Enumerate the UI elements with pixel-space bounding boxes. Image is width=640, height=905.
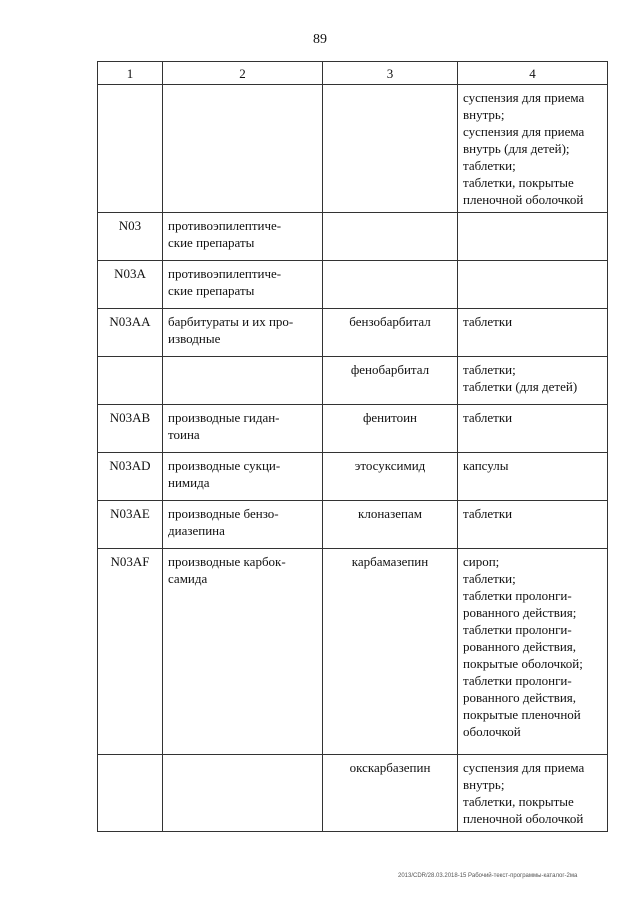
table-row — [98, 85, 608, 213]
column-header-3: 3 — [323, 62, 458, 85]
cell-inn: клоназепам — [323, 501, 458, 549]
cell-inn — [323, 85, 458, 213]
cell-inn: фенобарбитал — [323, 357, 458, 405]
cell-forms: суспензия для приема внутрь; суспензия для приема внутрь (для детей); таблетки; таблетки, покрытые пленочной оболочкой — [458, 85, 608, 213]
cell-forms: таблетки; таблетки (для детей) — [458, 357, 608, 405]
table-row — [98, 405, 608, 453]
cell-inn: этосуксимид — [323, 453, 458, 501]
cell-code — [98, 755, 163, 832]
footer-text: 2013/CDR/28.03.2018-15 Рабочий-текст-программы-каталог-2ма — [398, 873, 578, 879]
column-header-1: 1 — [98, 62, 163, 85]
cell-forms: суспензия для приема внутрь; таблетки, покрытые пленочной оболочкой — [458, 755, 608, 832]
cell-forms: капсулы — [458, 453, 608, 501]
table-row — [98, 213, 608, 261]
cell-group: производные бензо- диазепина — [163, 501, 323, 549]
table-header-row — [98, 62, 608, 85]
table-row — [98, 755, 608, 832]
cell-code — [98, 85, 163, 213]
cell-code: N03 — [98, 213, 163, 261]
cell-group: производные гидан- тоина — [163, 405, 323, 453]
cell-inn: карбамазепин — [323, 549, 458, 755]
cell-inn: окскарбазепин — [323, 755, 458, 832]
cell-code — [98, 357, 163, 405]
cell-code: N03AB — [98, 405, 163, 453]
cell-group — [163, 357, 323, 405]
cell-forms: таблетки — [458, 405, 608, 453]
column-header-2: 2 — [163, 62, 323, 85]
cell-code: N03AD — [98, 453, 163, 501]
cell-group — [163, 755, 323, 832]
cell-group: барбитураты и их про- изводные — [163, 309, 323, 357]
table-row — [98, 453, 608, 501]
cell-code: N03AA — [98, 309, 163, 357]
table-body — [98, 85, 608, 832]
table-row — [98, 501, 608, 549]
column-header-4: 4 — [458, 62, 608, 85]
cell-forms: таблетки — [458, 501, 608, 549]
cell-inn — [323, 261, 458, 309]
table-row — [98, 357, 608, 405]
cell-forms — [458, 213, 608, 261]
cell-forms: сироп; таблетки; таблетки пролонги- рованного действия; таблетки пролонги- рованного действия, покрытые оболочкой; таблетки пролонги- рованного действия, покрытые пленочной оболочкой — [458, 549, 608, 755]
cell-group: производные сукци- нимида — [163, 453, 323, 501]
cell-inn: фенитоин — [323, 405, 458, 453]
page-number: 89 — [313, 32, 327, 47]
cell-group: противоэпилептиче- ские препараты — [163, 213, 323, 261]
cell-forms: таблетки — [458, 309, 608, 357]
cell-inn — [323, 213, 458, 261]
table-row — [98, 309, 608, 357]
cell-code: N03AE — [98, 501, 163, 549]
cell-group — [163, 85, 323, 213]
cell-forms — [458, 261, 608, 309]
cell-inn: бензобарбитал — [323, 309, 458, 357]
cell-group: производные карбок- самида — [163, 549, 323, 755]
table-row — [98, 261, 608, 309]
cell-code: N03AF — [98, 549, 163, 755]
cell-code: N03A — [98, 261, 163, 309]
table-row — [98, 549, 608, 755]
drug-table — [97, 61, 608, 832]
cell-group: противоэпилептиче- ские препараты — [163, 261, 323, 309]
